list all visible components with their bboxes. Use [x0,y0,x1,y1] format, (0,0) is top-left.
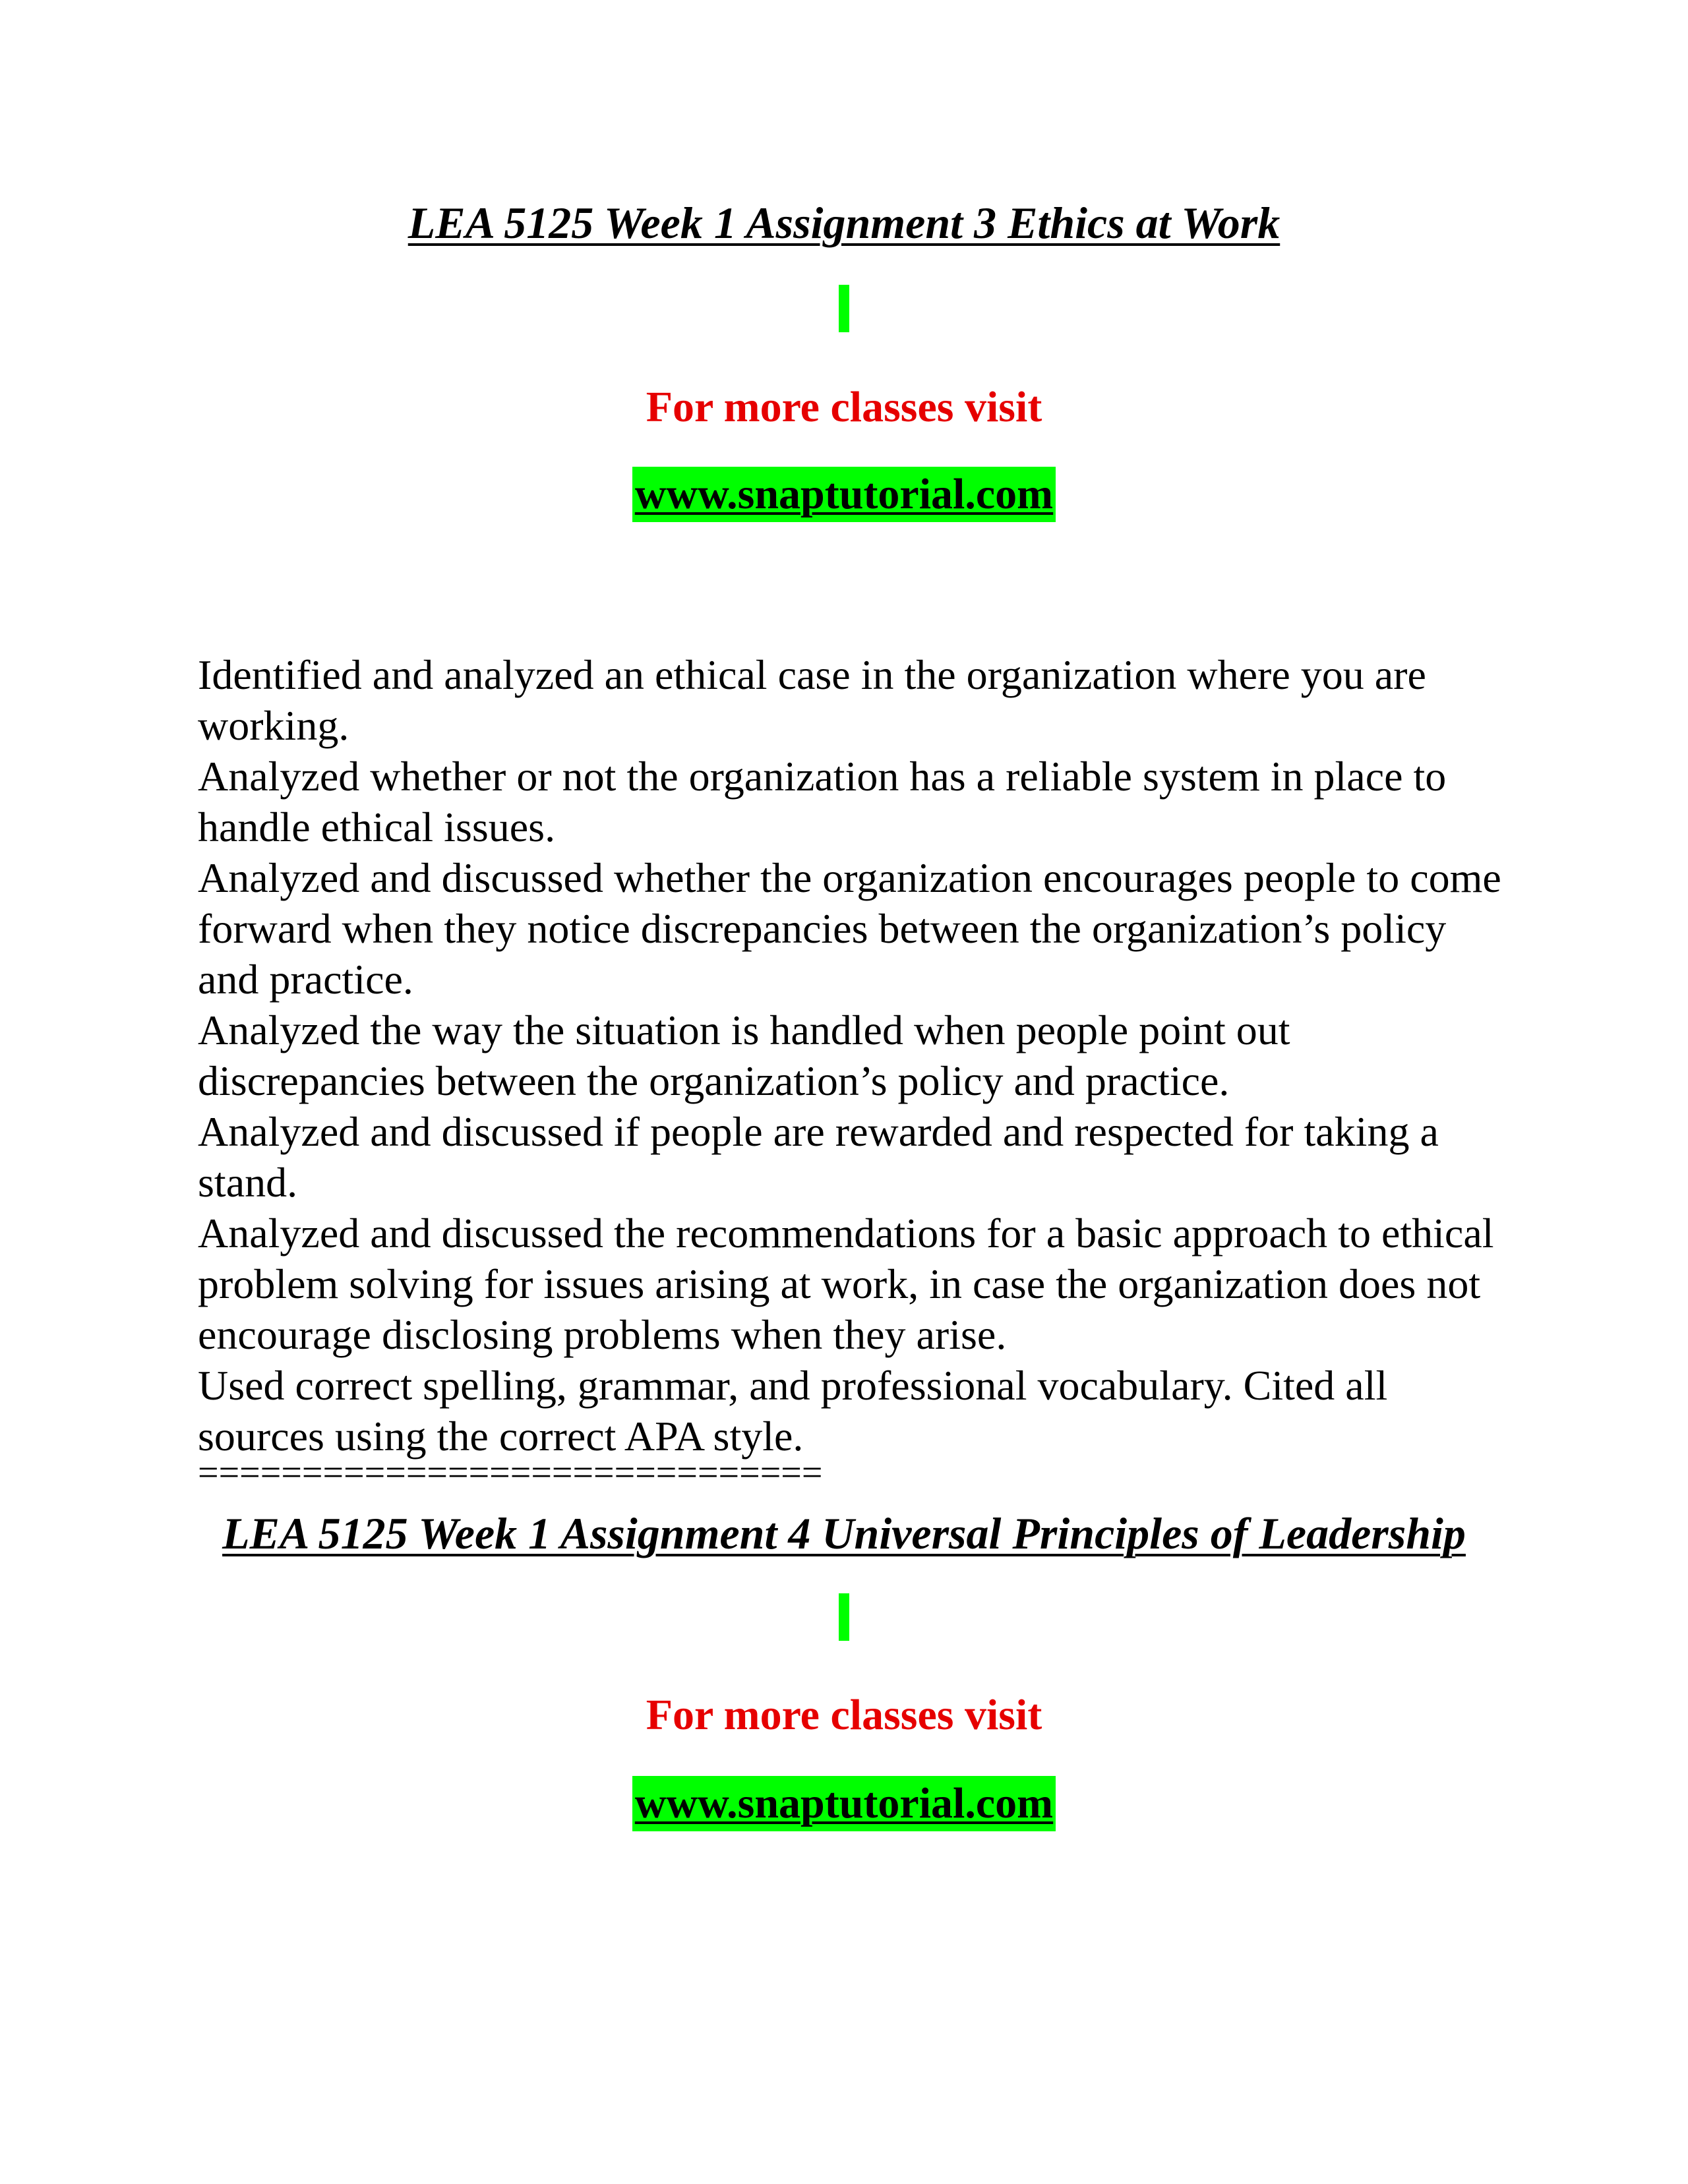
body-paragraph-2: Analyzed whether or not the organization has a reliable system in place to handle ethical issues. [198,753,1447,850]
body-paragraph-3: Analyzed and discussed whether the organization encourages people to come forward when they notice discrepancies between the organization’s policy and practice. [198,854,1501,1003]
section-1-title: LEA 5125 Week 1 Assignment 3 Ethics at Work [407,198,1281,248]
assignment-description [198,649,1503,1461]
separator-line: ============================== [198,1460,823,1486]
body-paragraph-6: Analyzed and discussed the recommendations for a basic approach to ethical problem solving for issues arising at work, in case the organization does not encourage disclosing problems when they arise. [198,1210,1494,1358]
body-paragraph-1: Identified and analyzed an ethical case in the organization where you are working. [198,651,1426,749]
section-2-website-link[interactable]: www.snaptutorial.com [632,1776,1056,1831]
section-2-green-marker [839,1593,849,1641]
body-paragraph-5: Analyzed and discussed if people are rewarded and respected for taking a stand. [198,1108,1439,1206]
section-2-visit-text: For more classes visit [646,1691,1042,1739]
section-1-visit-text: For more classes visit [646,383,1042,431]
section-1-website-link[interactable]: www.snaptutorial.com [632,467,1056,522]
body-paragraph-7: Used correct spelling, grammar, and professional vocabulary. Cited all sources using the correct APA style. [198,1362,1388,1460]
section-2-title: LEA 5125 Week 1 Assignment 4 Universal Principles of Leadership [222,1508,1466,1558]
section-1-link-wrap [0,467,1688,522]
section-1-green-marker [839,285,849,332]
section-2-link-wrap [0,1776,1688,1831]
body-paragraph-4: Analyzed the way the situation is handled when people point out discrepancies between the organization’s policy and practice. [198,1007,1290,1104]
